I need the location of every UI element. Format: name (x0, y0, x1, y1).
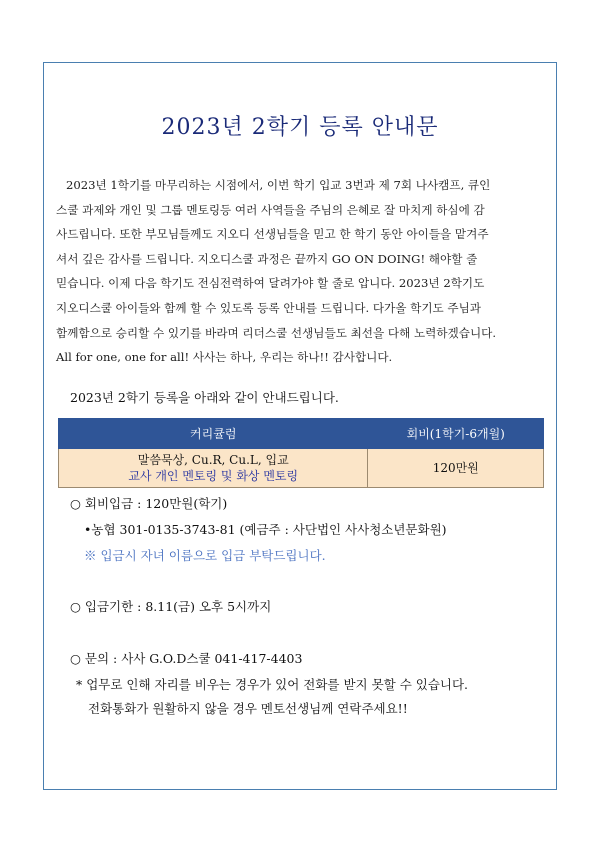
curriculum-line-highlight: 교사 개인 멘토링 및 화상 멘토링 (128, 469, 299, 483)
intro-line: 2023년 1학기를 마무리하는 시점에서, 이번 학기 입교 3번과 제 7회 나사캠프, 큐인 (66, 178, 491, 192)
fee-cell: 120만원 (368, 449, 544, 488)
intro-line: All for one, one for all! 사사는 하나, 우리는 하나!! 감사합니다. (56, 350, 393, 365)
curriculum-cell (59, 449, 368, 488)
payment-label: ○ 회비입금 : 120만원(학기) (70, 496, 228, 511)
intro-line: 사드립니다. 또한 부모님들께도 지오디 선생님들을 믿고 한 학기 동안 아이들을 맡겨주 (56, 227, 489, 242)
payment-note: ※ 입금시 자녀 이름으로 입금 부탁드립니다. (84, 548, 326, 563)
payment-deadline: ○ 입금기한 : 8.11(금) 오후 5시까지 (70, 599, 272, 614)
intro-paragraph (56, 173, 550, 370)
registration-subheading: 2023년 2학기 등록을 아래와 같이 안내드립니다. (70, 390, 339, 405)
table-header-row (59, 419, 544, 449)
bank-account: •농협 301-0135-3743-81 (예금주 : 사단법인 사사청소년문화원) (84, 522, 447, 537)
curriculum-line: 말씀묵상, Cu.R, Cu.L, 입교 (137, 453, 289, 467)
contact-label: ○ 문의 : 사사 G.O.D스쿨 041-417-4403 (70, 651, 303, 666)
table-row (59, 449, 544, 488)
intro-line: 스쿨 과제와 개인 및 그룹 멘토링등 여러 사역들을 주님의 은혜로 잘 마치게 하심에 감 (56, 202, 485, 217)
intro-line: 지오디스쿨 아이들와 함께 할 수 있도록 등록 안내를 드립니다. 다가올 학기도 주님과 (56, 300, 482, 315)
registration-table (58, 418, 544, 488)
intro-line: 셔서 깊은 감사를 드립니다. 지오디스쿨 과정은 끝까지 GO ON DOING! 해야할 줄 (56, 251, 478, 266)
intro-line: 믿습니다. 이제 다음 학기도 전심전력하여 달려가야 할 줄로 압니다. 2023년 2학기도 (56, 276, 485, 291)
page-title: 2023년 2학기 등록 안내문 (161, 115, 439, 140)
fee-header: 회비(1학기-6개월) (368, 419, 544, 449)
contact-note: * 업무로 인해 자리를 비우는 경우가 있어 전화를 받지 못할 수 있습니다. (76, 677, 469, 692)
intro-line: 함께함으로 승리할 수 있기를 바라며 리더스쿨 선생님들도 최선을 다해 노력하겠습니다. (56, 325, 497, 340)
curriculum-header: 커리큘럼 (59, 419, 368, 449)
contact-note: 전화통화가 원활하지 않을 경우 멘토선생님께 연락주세요!! (88, 701, 408, 716)
